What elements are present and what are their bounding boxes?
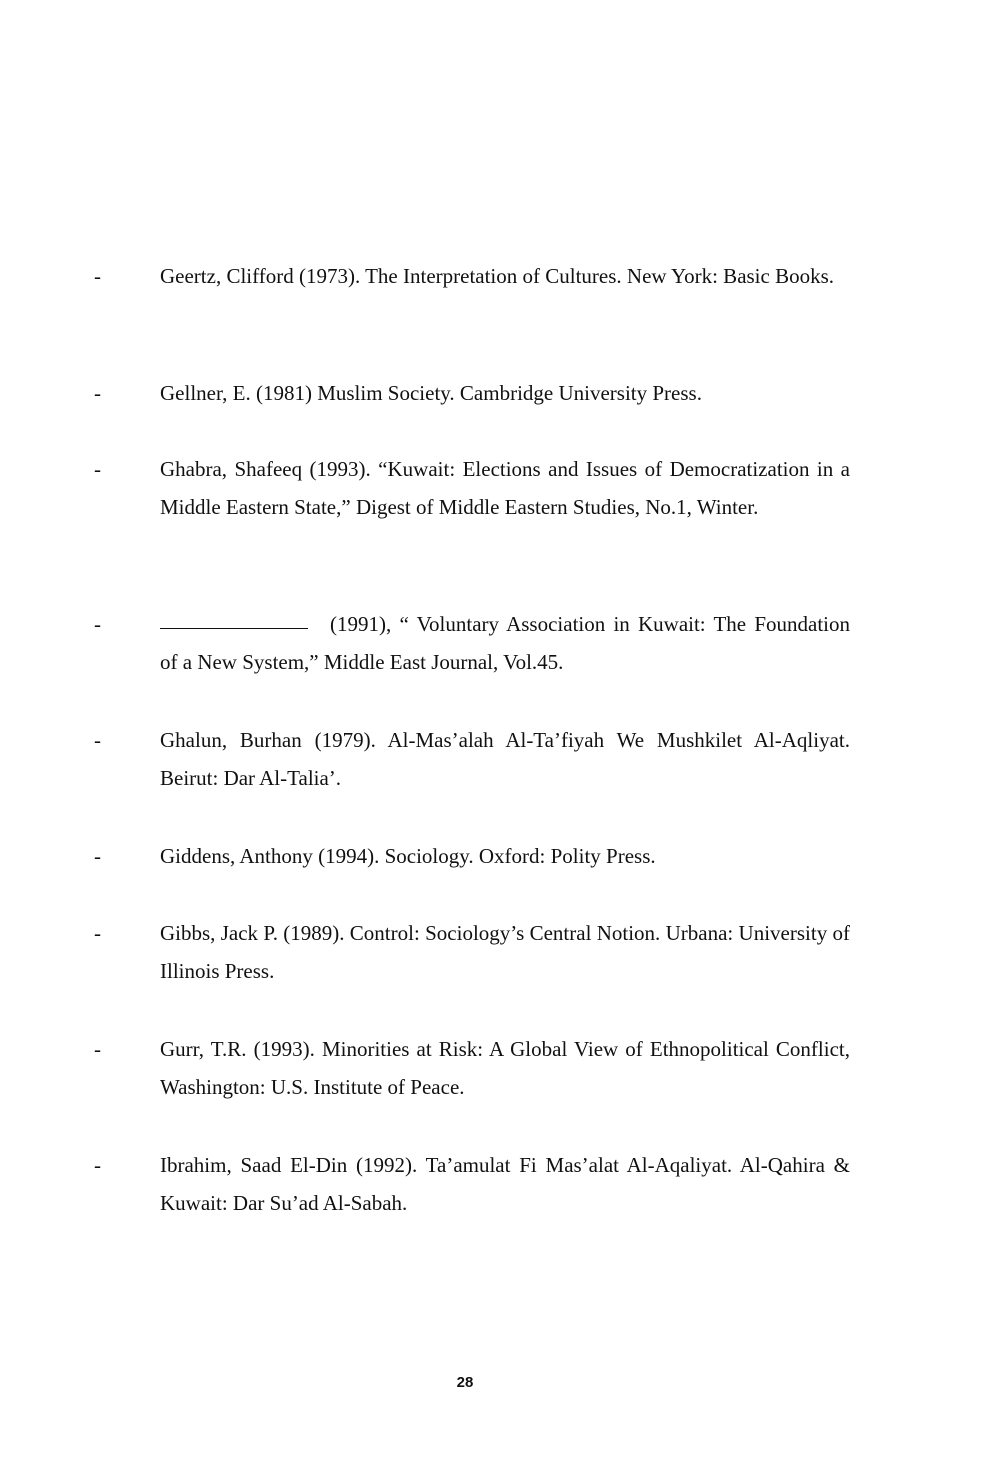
reference-text: Gellner, E. (1981) Muslim Society. Cambridge University Press. [160,381,702,405]
bullet: - [94,1037,101,1061]
reference-text: Ghalun, Burhan (1979). Al-Mas’alah Al-Ta’fiyah We Mushkilet Al-Aqliyat. Beirut: Dar Al-Talia’. [160,728,850,790]
reference-text: Gurr, T.R. (1993). Minorities at Risk: A Global View of Ethnopolitical Conflict, Washington: U.S. Institute of Peace. [160,1037,850,1099]
reference-text: (1991), “ Voluntary Association in Kuwait: The Foundation of a New System,” Middle East Journal, Vol.45. [160,612,850,674]
reference-text: Giddens, Anthony (1994). Sociology. Oxford: Polity Press. [160,844,656,868]
page-number: 28 [456,1374,474,1391]
reference-text: Ghabra, Shafeeq (1993). “Kuwait: Elections and Issues of Democratization in a Middle Eastern State,” Digest of Middle Eastern Studies, No.1, Winter. [160,457,850,519]
reference-text: Ibrahim, Saad El-Din (1992). Ta’amulat Fi Mas’alat Al-Aqaliyat. Al-Qahira & Kuwait: Dar Su’ad Al-Sabah. [160,1153,850,1215]
bullet: - [94,844,101,868]
bullet: - [94,457,101,481]
reference-text: Geertz, Clifford (1973). The Interpretation of Cultures. New York: Basic Books. [160,264,835,288]
bullet: - [94,381,101,405]
bullet: - [94,1153,101,1177]
bullet: - [94,264,101,288]
bullet: - [94,612,101,636]
reference-text: Gibbs, Jack P. (1989). Control: Sociology’s Central Notion. Urbana: University of Illinois Press. [160,921,850,983]
bullet: - [94,921,101,945]
bullet: - [94,728,101,752]
reference-text-ditto [160,605,850,681]
author-ditto-rule [160,627,308,629]
